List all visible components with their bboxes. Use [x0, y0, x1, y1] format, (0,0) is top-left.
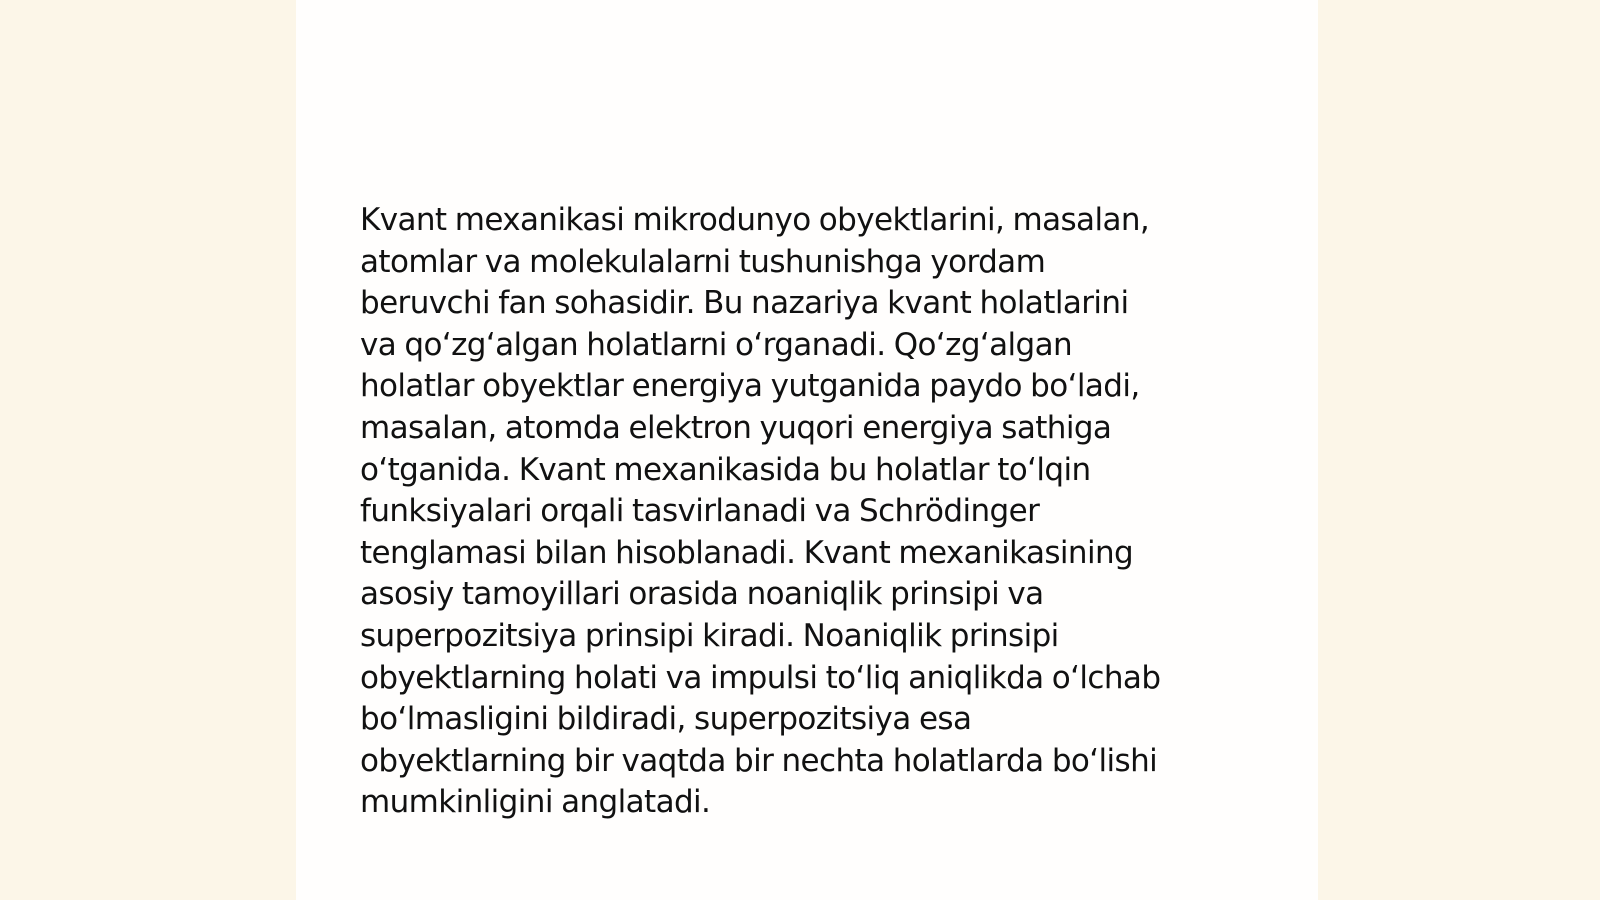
paragraph-line: asosiy tamoyillari orasida noaniqlik prinsipi va: [360, 576, 1044, 613]
paragraph-line: atomlar va molekulalarni tushunishga yordam: [360, 243, 1046, 280]
paragraph-line: superpozitsiya prinsipi kiradi. Noaniqlik prinsipi: [360, 617, 1059, 654]
paragraph-line: obyektlarning bir vaqtda bir nechta holatlarda bo‘lishi: [360, 742, 1158, 779]
paragraph-line: holatlar obyektlar energiya yutganida paydo bo‘ladi,: [360, 368, 1140, 405]
paragraph-line: tenglamasi bilan hisoblanadi. Kvant mexanikasining: [360, 534, 1134, 571]
paragraph-line: o‘tganida. Kvant mexanikasida bu holatlar to‘lqin: [360, 451, 1091, 488]
document-page: [296, 0, 1318, 900]
paragraph-line: mumkinligini anglatadi.: [360, 784, 711, 821]
paragraph-line: va qo‘zg‘algan holatlarni o‘rganadi. Qo‘zg‘algan: [360, 326, 1073, 363]
paragraph-line: funksiyalari orqali tasvirlanadi va Schrödinger: [360, 493, 1040, 530]
paragraph-line: bo‘lmasligini bildiradi, superpozitsiya esa: [360, 701, 972, 738]
paragraph-line: obyektlarning holati va impulsi to‘liq aniqlikda o‘lchab: [360, 659, 1161, 696]
paragraph-line: masalan, atomda elektron yuqori energiya sathiga: [360, 409, 1112, 446]
paragraph-line: Kvant mexanikasi mikrodunyo obyektlarini, masalan,: [360, 202, 1150, 238]
paragraph-line: beruvchi fan sohasidir. Bu nazariya kvant holatlarini: [360, 285, 1129, 322]
body-paragraph: [360, 200, 1260, 824]
